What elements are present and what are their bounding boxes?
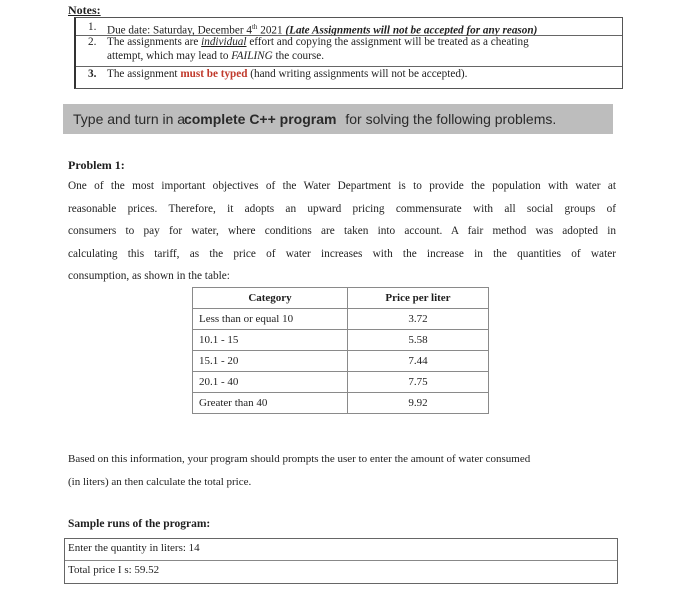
problem-followup-line: Based on this information, your program should prompts the user to enter the amount of water consumed (68, 453, 531, 465)
sample-input-line: Enter the quantity in liters: 14 (68, 542, 200, 554)
problem-text-line: reasonable prices. Therefore, it adopts an upward pricing commensurate with all social groups of (68, 203, 616, 215)
problem-title: Problem 1: (68, 158, 125, 172)
note-text-part: The assignments are (107, 36, 202, 48)
table-cell-price: 7.75 (348, 372, 489, 393)
problem-followup-line: (in liters) an then calculate the total price. (68, 476, 252, 488)
table-header-category: Category (193, 288, 348, 309)
problem-text-line: calculating this tariff, as the price of water increases with the increase in the quantities of water (68, 248, 616, 260)
note-text (107, 36, 616, 63)
table-row (193, 351, 489, 372)
note-text-part: The assignment (107, 68, 181, 80)
table-cell-category: 20.1 - 40 (193, 372, 348, 393)
note-failing: FAILING (231, 49, 273, 62)
note-number: 1. (88, 21, 97, 33)
table-cell-category: Less than or equal 10 (193, 309, 348, 330)
problem-text-line: consumption, as shown in the table: (68, 270, 230, 282)
table-row (193, 309, 489, 330)
banner-text: Type and turn in a (73, 111, 189, 127)
note-due-date: Due date: Saturday, December 4 (107, 24, 252, 37)
table-cell-price: 3.72 (348, 309, 489, 330)
note-individual: individual (201, 36, 247, 48)
problem-text-line: consumers to pay for water, where conditions are taken into account. A fair method was adopted in (68, 225, 616, 237)
note-superscript: th (251, 23, 258, 31)
note-must-be-typed: must be typed (180, 68, 248, 80)
table-cell-category: 15.1 - 20 (193, 351, 348, 372)
table-row (193, 372, 489, 393)
table-row (193, 330, 489, 351)
note-text-part: effort and copying the assignment will be treated as a cheating (246, 36, 529, 48)
table-cell-category: 10.1 - 15 (193, 330, 348, 351)
banner-bold-text: complete C++ program (183, 111, 337, 127)
note-late-warning: (Late Assignments will not be accepted for any reason) (285, 24, 538, 37)
note-text-part: (hand writing assignments will not be accepted). (247, 68, 468, 80)
note-text (107, 68, 616, 82)
note-divider (76, 66, 622, 67)
table-cell-category: Greater than 40 (193, 393, 348, 414)
note-year: 2021 (257, 24, 286, 37)
table-cell-price: 7.44 (348, 351, 489, 372)
sample-run-box (64, 538, 618, 584)
table-row (193, 393, 489, 414)
sample-divider (65, 560, 617, 561)
sample-title: Sample runs of the program: (68, 518, 211, 530)
table-header-price: Price per liter (348, 288, 489, 309)
sample-output-line: Total price I s: 59.52 (68, 564, 160, 576)
table-cell-price: 9.92 (348, 393, 489, 414)
problem-text-line: One of the most important objectives of the Water Department is to provide the population with water at (68, 180, 616, 192)
notes-title: Notes: (68, 3, 101, 17)
note-number: 2. (88, 36, 97, 48)
note-number: 3. (88, 68, 97, 80)
table-header-row (193, 288, 489, 309)
note-text-part: the course. (272, 49, 324, 62)
note-text-part: attempt, which may lead to (107, 49, 232, 62)
tariff-table (192, 287, 489, 414)
banner-text: for solving the following problems. (341, 111, 557, 127)
instruction-banner (63, 104, 613, 134)
table-cell-price: 5.58 (348, 330, 489, 351)
notes-box (74, 17, 623, 89)
